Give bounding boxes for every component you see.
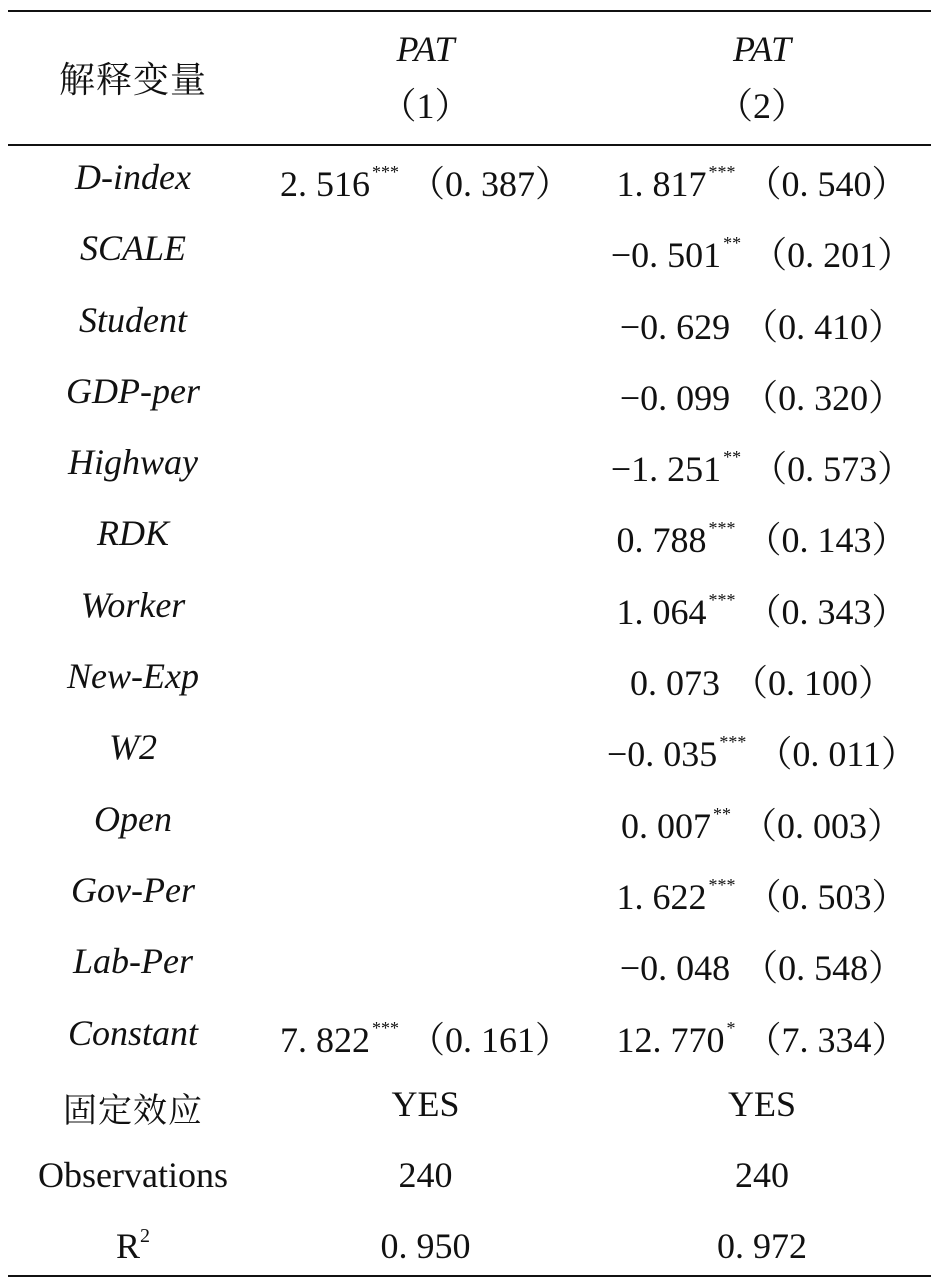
- significance-stars: **: [723, 233, 742, 254]
- observations-col1: 240: [398, 1155, 453, 1196]
- coefficient: 12. 770: [616, 1019, 725, 1060]
- fixed-effects-label: 固定效应: [63, 1090, 203, 1131]
- significance-stars: ***: [708, 518, 736, 539]
- header-column-1: [258, 28, 593, 129]
- regression-table: [8, 10, 931, 1287]
- coefficient: 1. 064: [616, 591, 707, 632]
- header-column-2: [593, 28, 931, 129]
- table-row: [8, 1002, 931, 1073]
- table-row: [8, 716, 931, 787]
- coefficient: 0. 073: [629, 663, 720, 704]
- row-c1-cell: [258, 1012, 593, 1063]
- row-variable-label: Constant: [67, 1012, 199, 1053]
- row-c1-cell: [258, 798, 593, 841]
- coefficient: −0. 629: [619, 306, 731, 347]
- row-variable-label: Worker: [80, 584, 186, 625]
- significance-stars: **: [712, 803, 731, 824]
- observations-col2: 240: [735, 1155, 789, 1196]
- coefficient: 1. 817: [616, 164, 707, 204]
- row-variable-label: W2: [109, 727, 157, 768]
- row-c1-cell: [258, 940, 593, 983]
- header-col1-name: PAT: [396, 29, 455, 69]
- standard-error: （0. 540）: [745, 164, 908, 204]
- r-squared-label: [8, 1225, 258, 1267]
- coefficient: 7. 822: [279, 1019, 370, 1060]
- standard-error: （0. 343）: [745, 591, 908, 632]
- row-variable-label: Highway: [68, 442, 198, 483]
- row-c2-cell: [593, 227, 931, 278]
- significance-stars: ***: [708, 874, 736, 895]
- row-c1-cell: [258, 655, 593, 698]
- standard-error: （0. 011）: [756, 734, 917, 775]
- observations-label: Observations: [38, 1155, 228, 1196]
- table-row: [8, 930, 931, 1001]
- table-row: [8, 431, 931, 502]
- row-variable-label: D-index: [75, 157, 191, 197]
- standard-error: （0. 143）: [745, 520, 908, 561]
- header-col2-number: （2）: [716, 86, 807, 126]
- row-c2-cell: [593, 441, 931, 492]
- row-variable-label: RDK: [97, 513, 169, 554]
- table-row: [8, 788, 931, 859]
- row-c2-cell: [593, 1012, 931, 1063]
- row-variable-label: New-Exp: [67, 656, 199, 697]
- significance-stars: ***: [719, 732, 747, 753]
- r-squared-label-sup: 2: [140, 1225, 150, 1248]
- coefficient: −1. 251: [610, 449, 722, 490]
- standard-error: （0. 573）: [751, 449, 914, 490]
- coefficient: 0. 007: [620, 805, 711, 846]
- row-c2-cell: [593, 156, 931, 207]
- significance-stars: ***: [371, 162, 399, 182]
- standard-error: （0. 548）: [742, 948, 905, 989]
- bottom-rule: [8, 1275, 931, 1277]
- header-col2-name: PAT: [732, 29, 792, 69]
- row-c1-cell: [258, 370, 593, 413]
- row-c2-cell: [593, 726, 931, 777]
- row-variable-label: Open: [94, 798, 172, 839]
- row-c2-cell: [593, 512, 931, 563]
- row-c2-cell: [593, 940, 931, 991]
- standard-error: （0. 503）: [745, 876, 908, 917]
- row-variable-label: GDP-per: [66, 370, 200, 411]
- coefficient: −0. 035: [607, 734, 718, 775]
- standard-error: （0. 100）: [731, 663, 894, 704]
- row-variable-label: Student: [79, 299, 187, 340]
- row-variable-label: SCALE: [79, 228, 186, 269]
- table-header: [8, 12, 931, 144]
- r-squared-label-base: R: [115, 1226, 140, 1267]
- coefficient: 2. 516: [279, 164, 370, 204]
- significance-stars: ***: [371, 1017, 399, 1038]
- standard-error: （0. 320）: [742, 377, 905, 418]
- row-c1-cell: [258, 869, 593, 912]
- row-c2-cell: [593, 869, 931, 920]
- row-c1-cell: [258, 227, 593, 270]
- standard-error: （0. 387）: [408, 164, 571, 204]
- row-c1-cell: [258, 299, 593, 342]
- significance-stars: *: [726, 1017, 736, 1038]
- significance-stars: ***: [708, 162, 736, 182]
- standard-error: （0. 201）: [751, 235, 914, 276]
- header-variable-label: 解释变量: [58, 60, 207, 101]
- table-row: [8, 289, 931, 360]
- row-c2-cell: [593, 299, 931, 350]
- row-c1-cell: [258, 512, 593, 555]
- standard-error: （7. 334）: [745, 1019, 908, 1060]
- observations-row: [8, 1144, 931, 1215]
- row-c2-cell: [593, 584, 931, 635]
- row-c2-cell: [593, 798, 931, 849]
- coefficient: −0. 048: [619, 948, 731, 989]
- row-c1-cell: [258, 726, 593, 769]
- row-c2-cell: [593, 370, 931, 421]
- fixed-effects-col1: YES: [391, 1083, 460, 1124]
- table-row: [8, 360, 931, 431]
- row-c1-cell: [258, 584, 593, 627]
- coefficient: −0. 501: [610, 235, 722, 276]
- row-variable-label: Gov-Per: [71, 869, 195, 910]
- table-row: [8, 502, 931, 573]
- significance-stars: **: [723, 447, 742, 468]
- coefficient: 1. 622: [616, 876, 707, 917]
- standard-error: （0. 003）: [740, 805, 903, 846]
- row-variable-label: Lab-Per: [73, 941, 193, 982]
- table-row: [8, 645, 931, 716]
- r-squared-col2: 0. 972: [717, 1226, 807, 1267]
- table-row: [8, 217, 931, 288]
- standard-error: （0. 161）: [408, 1019, 571, 1060]
- header-col1-number: （1）: [380, 86, 471, 126]
- coefficient: −0. 099: [619, 377, 731, 418]
- row-c1-cell: [258, 441, 593, 484]
- table-row: [8, 859, 931, 930]
- standard-error: （0. 410）: [742, 306, 905, 347]
- fixed-effects-col2: YES: [727, 1083, 796, 1124]
- table-row: [8, 146, 931, 217]
- coefficient: 0. 788: [616, 520, 707, 561]
- r-squared-col1: 0. 950: [380, 1226, 471, 1267]
- table-row: [8, 574, 931, 645]
- significance-stars: ***: [708, 589, 736, 610]
- fixed-effects-row: [8, 1073, 931, 1144]
- table-body: [8, 146, 931, 1073]
- row-c1-cell: [258, 156, 593, 207]
- row-c2-cell: [593, 655, 931, 706]
